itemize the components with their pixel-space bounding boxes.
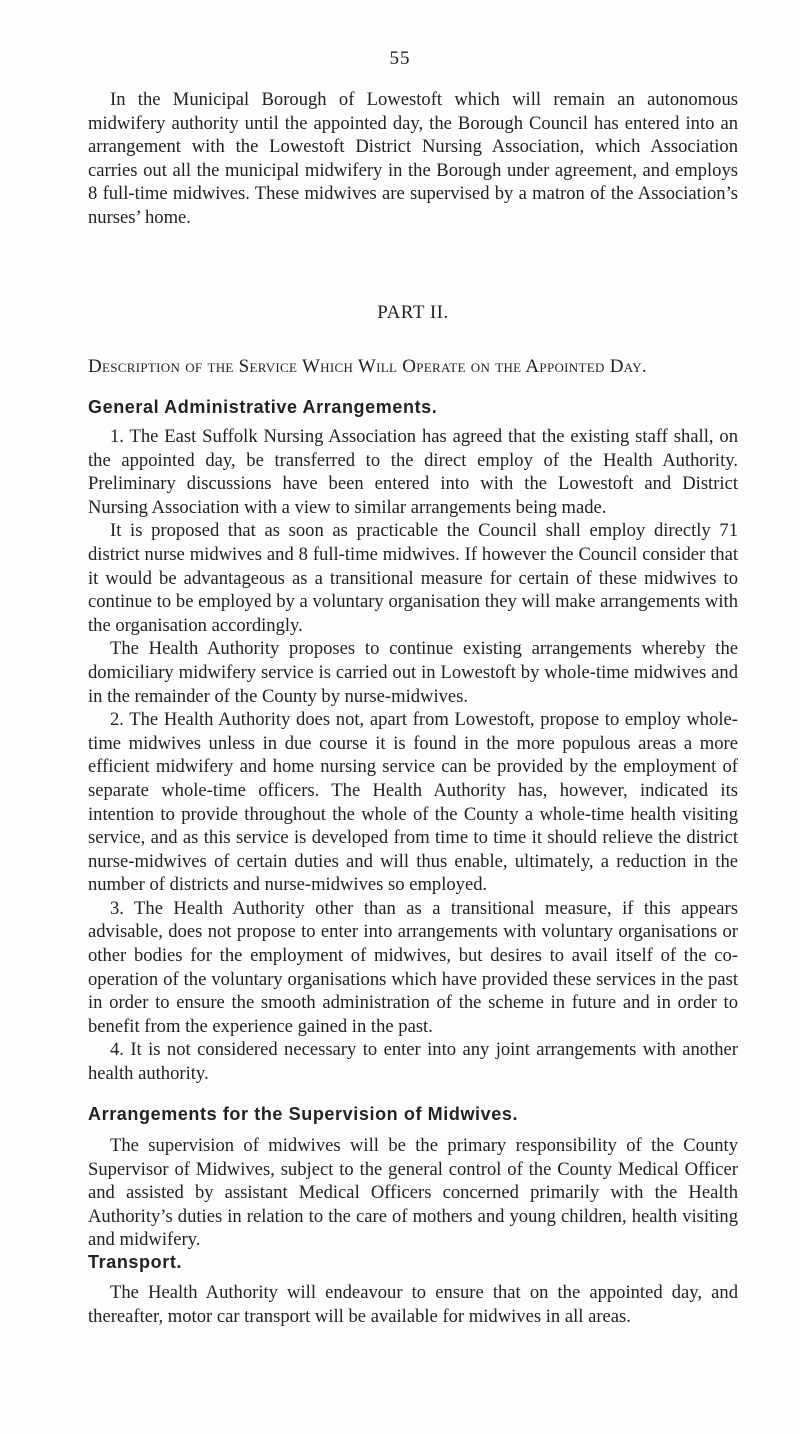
paragraph: 4. It is not considered necessary to enter into any joint arrangements with another health authority. — [88, 1039, 738, 1085]
paragraph: 1. The East Suffolk Nursing Association has agreed that the existing staff shall, on the appointed day, be transferred to the direct employ of the Health Authority. Preliminary discussions have been entered into with the Lowestoft and District Nursing Association with a view to similar arrangements being made. — [88, 426, 738, 518]
part-title: PART II. — [377, 302, 449, 323]
paragraph: The Health Authority will endeavour to ensure that on the appointed day, and thereafter, motor car transport will be available for midwives in all areas. — [88, 1282, 738, 1327]
section-heading-general-administrative: General Administrative Arrangements. — [88, 397, 438, 417]
intro-paragraph: In the Municipal Borough of Lowestoft which will remain an autonomous midwifery authority until the appointed day, the Borough Council has entered into an arrangement with the Lowestoft District Nursing Association, which Association carries out all the municipal midwifery in the Borough under agreement, and employs 8 full-time midwives. These midwives are supervised by a matron of the Association’s nurses’ home. — [88, 89, 738, 228]
paragraph: 2. The Health Authority does not, apart from Lowestoft, propose to employ whole-time midwives unless in due course it is found in the more populous areas a more efficient midwifery and home nursing service can be provided by the employment of separate whole-time officers. The Health Authority has, however, indicated its intention to provide throughout the whole of the County a whole-time health visiting service, and as this service is developed from time to time it should relieve the district nurse-midwives of certain duties and will thus enable, ultimately, a reduction in the number of districts and nurse-midwives so employed. — [88, 709, 738, 896]
section-supervision — [88, 1134, 738, 1252]
paragraph: 3. The Health Authority other than as a transitional measure, if this appears advisable, does not propose to enter into arrangements with voluntary organisations or other bodies for the employment of midwives, but desires to avail itself of the co-operation of the voluntary organisations which have provided these services in the past in order to ensure the smooth administration of the scheme in future and in order to benefit from the experience gained in the past. — [88, 897, 738, 1037]
section-heading-transport: Transport. — [88, 1252, 183, 1272]
section-transport — [88, 1281, 738, 1328]
paragraph: The supervision of midwives will be the primary responsibility of the County Supervisor of Midwives, subject to the general control of the County Medical Officer and assisted by assistant Medical Officers concerned primarily with the Health Authority’s duties in relation to the care of mothers and young children, health visiting and midwifery. — [88, 1135, 738, 1251]
part-subtitle: Description of the Service Which Will Operate on the Appointed Day. — [88, 356, 647, 377]
section-heading-supervision: Arrangements for the Supervision of Midwives. — [88, 1104, 519, 1124]
paragraph: It is proposed that as soon as practicable the Council shall employ directly 71 district nurse midwives and 8 full-time midwives. If however the Council consider that it would be advantageous as a transitional measure for certain of these midwives to continue to be employed by a voluntary organisation they will make arrangements with the organisation accordingly. — [88, 520, 738, 636]
paragraph: The Health Authority proposes to continue existing arrangements whereby the domiciliary midwifery service is carried out in Lowestoft by whole-time midwives and in the remainder of the County by nurse-midwives. — [88, 638, 738, 707]
section-general-administrative — [88, 425, 738, 1086]
page-number: 55 — [389, 48, 411, 69]
